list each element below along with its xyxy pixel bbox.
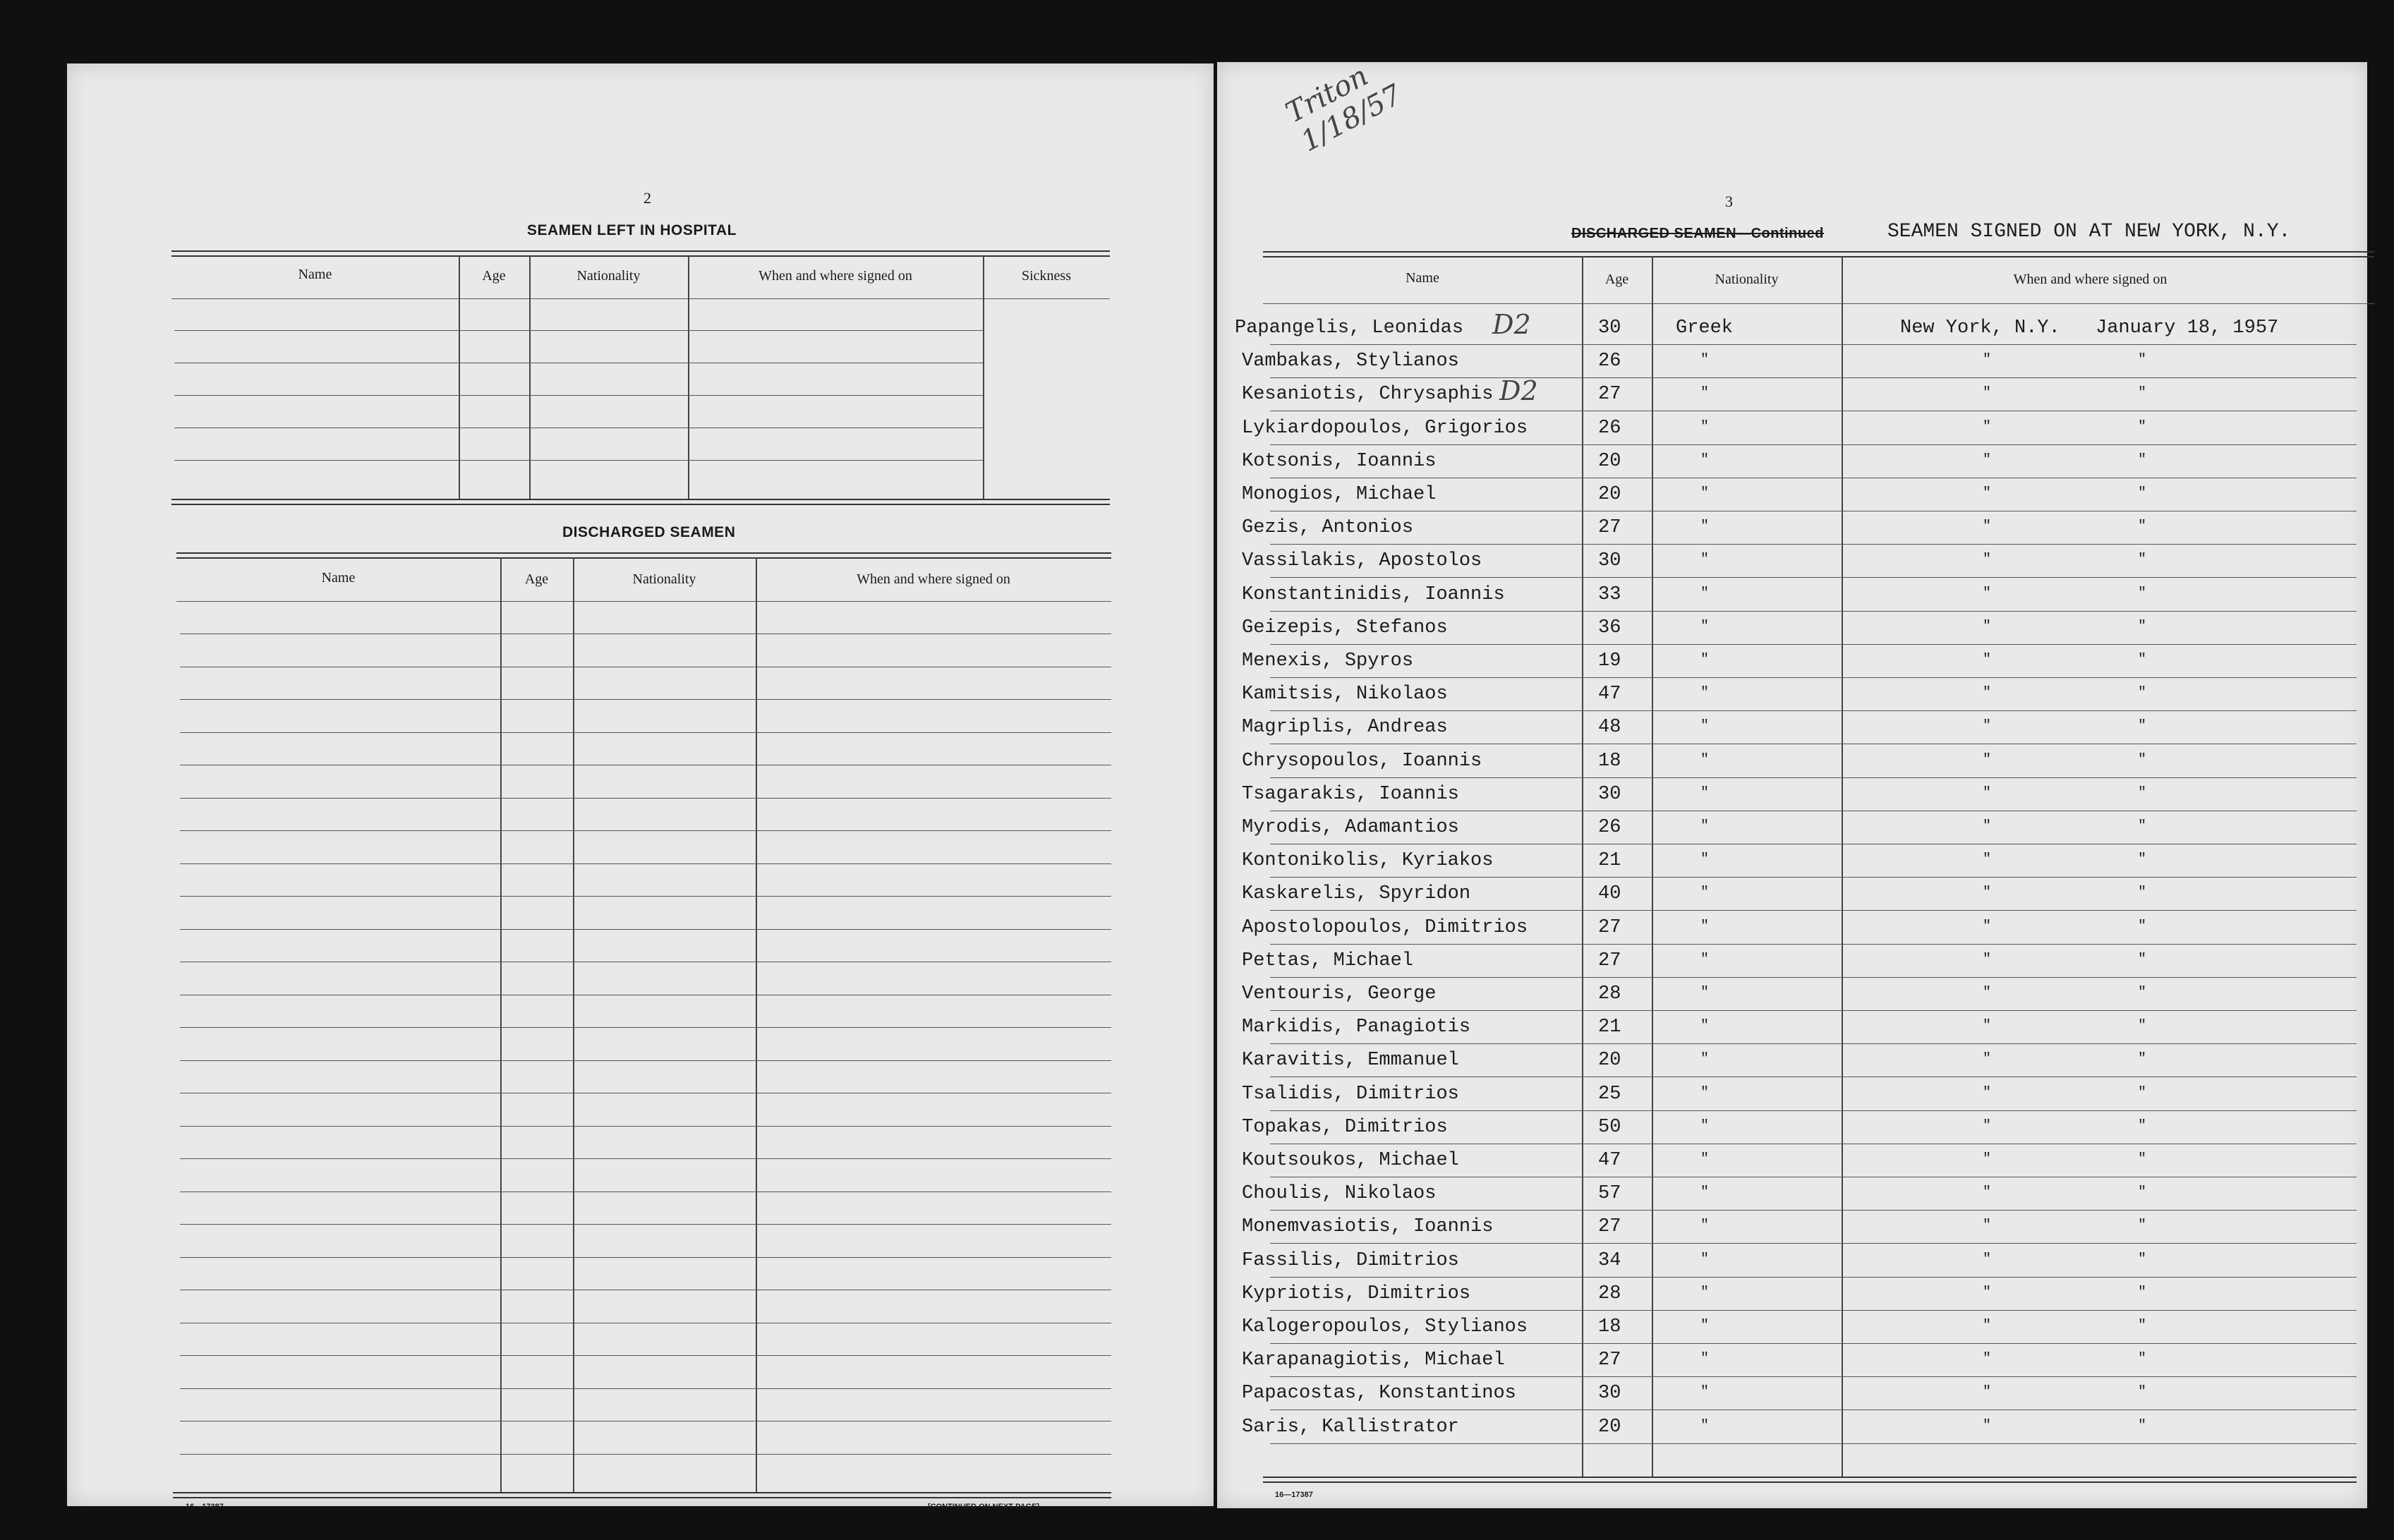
seaman-name: Topakas, Dimitrios bbox=[1242, 1116, 1448, 1138]
ditto-date: " bbox=[2138, 1018, 2147, 1035]
row-rule bbox=[1270, 377, 2357, 378]
blank-row-line bbox=[180, 896, 1111, 897]
seaman-age: 20 bbox=[1598, 1050, 1621, 1072]
seaman-name: Monemvasiotis, Ioannis bbox=[1242, 1216, 1494, 1238]
seaman-name: Choulis, Nikolaos bbox=[1242, 1183, 1437, 1205]
seaman-name: Karapanagiotis, Michael bbox=[1242, 1350, 1505, 1371]
seaman-age: 28 bbox=[1598, 983, 1621, 1005]
ditto-date: " bbox=[2138, 552, 2147, 569]
ditto-place: " bbox=[1983, 1417, 1992, 1434]
ditto-date: " bbox=[2138, 1284, 2147, 1301]
ditto-date: " bbox=[2138, 985, 2147, 1001]
seaman-age: 20 bbox=[1598, 1416, 1621, 1438]
seaman-name: Geizepis, Stefanos bbox=[1242, 617, 1448, 638]
first-row-place: New York, N.Y. bbox=[1900, 317, 2060, 339]
seaman-age: 21 bbox=[1598, 850, 1621, 872]
first-row-date: January 18, 1957 bbox=[2096, 317, 2279, 339]
seaman-age: 26 bbox=[1598, 351, 1621, 372]
handwritten-mark: D2 bbox=[1499, 375, 1538, 407]
seaman-age: 20 bbox=[1598, 450, 1621, 472]
seaman-age: 27 bbox=[1598, 1350, 1621, 1371]
ditto-date: " bbox=[2138, 451, 2147, 468]
blank-row-line bbox=[180, 1257, 1111, 1258]
ditto-nationality: " bbox=[1700, 485, 1710, 502]
ditto-place: " bbox=[1983, 1084, 1992, 1101]
ditto-nationality: " bbox=[1700, 618, 1710, 635]
seaman-name: Karavitis, Emmanuel bbox=[1242, 1050, 1459, 1072]
seaman-age: 21 bbox=[1598, 1017, 1621, 1038]
ditto-place: " bbox=[1983, 1051, 1992, 1068]
seaman-age: 27 bbox=[1598, 1216, 1621, 1238]
ditto-place: " bbox=[1983, 1284, 1992, 1301]
section-heading: SEAMEN SIGNED ON AT NEW YORK, N.Y. bbox=[1887, 221, 2291, 243]
blank-row-line bbox=[180, 1388, 1111, 1389]
row-rule bbox=[1270, 611, 2357, 612]
seaman-age: 19 bbox=[1598, 650, 1621, 672]
ditto-date: " bbox=[2138, 918, 2147, 935]
handwritten-mark: D2 bbox=[1492, 309, 1531, 340]
ditto-place: " bbox=[1983, 1251, 1992, 1268]
ditto-nationality: " bbox=[1700, 418, 1710, 435]
ditto-date: " bbox=[2138, 1218, 2147, 1235]
ditto-nationality: " bbox=[1700, 1417, 1710, 1434]
blank-row-line bbox=[180, 732, 1111, 733]
hospital-header-age: Age bbox=[482, 268, 506, 284]
ditto-nationality: " bbox=[1700, 519, 1710, 535]
header-name: Name bbox=[1405, 270, 1439, 286]
row-rule bbox=[1270, 710, 2357, 711]
row-rule bbox=[1270, 1243, 2357, 1244]
ditto-date: " bbox=[2138, 951, 2147, 968]
ditto-nationality: " bbox=[1700, 1117, 1710, 1134]
blank-row-line bbox=[180, 633, 1111, 634]
ditto-date: " bbox=[2138, 352, 2147, 369]
seaman-age: 30 bbox=[1598, 1383, 1621, 1405]
page-number: 2 bbox=[643, 189, 651, 207]
hospital-section-title: SEAMEN LEFT IN HOSPITAL bbox=[527, 222, 737, 238]
ditto-nationality: " bbox=[1700, 1084, 1710, 1101]
ditto-nationality: " bbox=[1700, 1184, 1710, 1201]
seaman-name: Kotsonis, Ioannis bbox=[1242, 450, 1437, 472]
ditto-place: " bbox=[1983, 585, 1992, 602]
blank-row-line bbox=[180, 830, 1111, 831]
struck-heading: DISCHARGED SEAMEN—Continued bbox=[1571, 226, 1824, 241]
seaman-name: Pettas, Michael bbox=[1242, 950, 1414, 971]
seaman-age: 30 bbox=[1598, 550, 1621, 572]
seaman-age: 25 bbox=[1598, 1083, 1621, 1105]
ditto-nationality: " bbox=[1700, 818, 1710, 835]
ditto-place: " bbox=[1983, 519, 1992, 535]
ditto-nationality: " bbox=[1700, 385, 1710, 402]
ditto-nationality: " bbox=[1700, 451, 1710, 468]
ditto-place: " bbox=[1983, 618, 1992, 635]
ditto-date: " bbox=[2138, 485, 2147, 502]
ditto-nationality: " bbox=[1700, 851, 1710, 868]
seaman-age: 26 bbox=[1598, 417, 1621, 439]
ditto-nationality: " bbox=[1700, 951, 1710, 968]
ditto-nationality: " bbox=[1700, 1384, 1710, 1401]
row-rule bbox=[1270, 1010, 2357, 1011]
ditto-place: " bbox=[1983, 951, 1992, 968]
hospital-header-sickness: Sickness bbox=[1022, 268, 1071, 284]
seaman-age: 40 bbox=[1598, 883, 1621, 905]
row-rule bbox=[1270, 1409, 2357, 1410]
ditto-nationality: " bbox=[1700, 918, 1710, 935]
ditto-date: " bbox=[2138, 519, 2147, 535]
seaman-age: 27 bbox=[1598, 950, 1621, 971]
handwritten-note: Triton 1/18/57 bbox=[1281, 59, 1408, 159]
ditto-place: " bbox=[1983, 685, 1992, 702]
ditto-date: " bbox=[2138, 1417, 2147, 1434]
seaman-name: Kalogeropoulos, Stylianos bbox=[1242, 1316, 1528, 1338]
ditto-date: " bbox=[2138, 1351, 2147, 1368]
ditto-date: " bbox=[2138, 685, 2147, 702]
ditto-date: " bbox=[2138, 1051, 2147, 1068]
ditto-nationality: " bbox=[1700, 784, 1710, 801]
ditto-date: " bbox=[2138, 784, 2147, 801]
seaman-age: 27 bbox=[1598, 517, 1621, 539]
seaman-name: Tsalidis, Dimitrios bbox=[1242, 1083, 1459, 1105]
page-number: 3 bbox=[1725, 193, 1733, 210]
seaman-age: 33 bbox=[1598, 583, 1621, 605]
seaman-name: Konstantinidis, Ioannis bbox=[1242, 583, 1505, 605]
blank-row-line bbox=[180, 699, 1111, 700]
seaman-name: Apostolopoulos, Dimitrios bbox=[1242, 916, 1528, 938]
ditto-nationality: " bbox=[1700, 1351, 1710, 1368]
ditto-place: " bbox=[1983, 918, 1992, 935]
ditto-date: " bbox=[2138, 1117, 2147, 1134]
seaman-name: Koutsoukos, Michael bbox=[1242, 1150, 1459, 1171]
blank-row-line bbox=[180, 1060, 1111, 1061]
seaman-name: Kaskarelis, Spyridon bbox=[1242, 883, 1471, 905]
ditto-place: " bbox=[1983, 1384, 1992, 1401]
ditto-place: " bbox=[1983, 485, 1992, 502]
ditto-date: " bbox=[2138, 585, 2147, 602]
ditto-date: " bbox=[2138, 818, 2147, 835]
form-number: 16—17387 bbox=[186, 1503, 224, 1511]
ditto-place: " bbox=[1983, 1151, 1992, 1168]
ditto-place: " bbox=[1983, 1218, 1992, 1235]
seaman-name: Kesaniotis, Chrysaphis bbox=[1242, 384, 1494, 406]
ditto-nationality: " bbox=[1700, 1318, 1710, 1334]
seaman-name: Chrysopoulos, Ioannis bbox=[1242, 750, 1482, 772]
seaman-age: 34 bbox=[1598, 1249, 1621, 1271]
seaman-name: Saris, Kallistrator bbox=[1242, 1416, 1459, 1438]
seaman-name: Gezis, Antonios bbox=[1242, 517, 1414, 539]
ditto-date: " bbox=[2138, 1151, 2147, 1168]
blank-row-line bbox=[180, 1454, 1111, 1455]
seaman-name: Ventouris, George bbox=[1242, 983, 1437, 1005]
seaman-nationality: Greek bbox=[1676, 317, 1734, 339]
blank-row-line bbox=[180, 1355, 1111, 1356]
seaman-name: Vambakas, Stylianos bbox=[1242, 351, 1459, 372]
seaman-age: 30 bbox=[1598, 783, 1621, 805]
blank-row-line bbox=[180, 1027, 1111, 1028]
header-signed-on: When and where signed on bbox=[2013, 272, 2168, 287]
seaman-age: 57 bbox=[1598, 1183, 1621, 1205]
row-rule bbox=[1270, 1343, 2357, 1344]
seaman-name: Kypriotis, Dimitrios bbox=[1242, 1283, 1471, 1304]
ditto-date: " bbox=[2138, 652, 2147, 668]
seaman-name: Vassilakis, Apostolos bbox=[1242, 550, 1482, 572]
ditto-place: " bbox=[1983, 985, 1992, 1001]
row-rule bbox=[1270, 1376, 2357, 1377]
row-rule bbox=[1270, 1043, 2357, 1044]
seaman-age: 18 bbox=[1598, 750, 1621, 772]
ditto-place: " bbox=[1983, 1318, 1992, 1334]
discharged-header-name: Name bbox=[321, 570, 356, 586]
seaman-name: Lykiardopoulos, Grigorios bbox=[1242, 417, 1528, 439]
ditto-place: " bbox=[1983, 751, 1992, 768]
ditto-nationality: " bbox=[1700, 352, 1710, 369]
seaman-age: 48 bbox=[1598, 717, 1621, 739]
ditto-place: " bbox=[1983, 385, 1992, 402]
seaman-name: Fassilis, Dimitrios bbox=[1242, 1249, 1459, 1271]
hospital-header-nationality: Nationality bbox=[576, 268, 641, 284]
blank-row-line bbox=[180, 1126, 1111, 1127]
row-rule bbox=[1270, 444, 2357, 445]
ditto-date: " bbox=[2138, 618, 2147, 635]
blank-row-line bbox=[180, 1224, 1111, 1225]
ditto-date: " bbox=[2138, 1184, 2147, 1201]
seaman-name: Magriplis, Andreas bbox=[1242, 717, 1448, 739]
row-rule bbox=[1270, 677, 2357, 678]
ditto-place: " bbox=[1983, 818, 1992, 835]
seaman-name: Papacostas, Konstantinos bbox=[1242, 1383, 1516, 1405]
seaman-age: 47 bbox=[1598, 1150, 1621, 1171]
ditto-place: " bbox=[1983, 718, 1992, 735]
ditto-nationality: " bbox=[1700, 1218, 1710, 1235]
ditto-place: " bbox=[1983, 418, 1992, 435]
ditto-nationality: " bbox=[1700, 985, 1710, 1001]
discharged-header-signed-on: When and where signed on bbox=[857, 571, 1010, 587]
seaman-age: 30 bbox=[1598, 317, 1621, 339]
ditto-nationality: " bbox=[1700, 1151, 1710, 1168]
ditto-date: " bbox=[2138, 1318, 2147, 1334]
ditto-date: " bbox=[2138, 1384, 2147, 1401]
row-rule bbox=[1270, 1310, 2357, 1311]
row-rule bbox=[1270, 1110, 2357, 1111]
seaman-name: Monogios, Michael bbox=[1242, 484, 1437, 505]
hospital-header-name: Name bbox=[298, 267, 332, 282]
ditto-nationality: " bbox=[1700, 652, 1710, 668]
header-age: Age bbox=[1604, 272, 1629, 287]
form-number: 16—17387 bbox=[1275, 1491, 1313, 1499]
seaman-name: Markidis, Panagiotis bbox=[1242, 1017, 1471, 1038]
seaman-age: 18 bbox=[1598, 1316, 1621, 1338]
ditto-place: " bbox=[1983, 552, 1992, 569]
row-rule bbox=[1270, 1277, 2357, 1278]
ditto-nationality: " bbox=[1700, 718, 1710, 735]
ditto-nationality: " bbox=[1700, 1051, 1710, 1068]
seaman-name: Tsagarakis, Ioannis bbox=[1242, 783, 1459, 805]
row-rule bbox=[1270, 644, 2357, 645]
ditto-date: " bbox=[2138, 885, 2147, 902]
seaman-name: Kontonikolis, Kyriakos bbox=[1242, 850, 1494, 872]
row-rule bbox=[1270, 777, 2357, 778]
seaman-age: 26 bbox=[1598, 817, 1621, 838]
hospital-header-signed-on: When and where signed on bbox=[758, 268, 912, 284]
seaman-name: Menexis, Spyros bbox=[1242, 650, 1414, 672]
row-rule bbox=[1270, 577, 2357, 578]
ditto-nationality: " bbox=[1700, 685, 1710, 702]
left-page bbox=[67, 63, 1214, 1511]
ditto-place: " bbox=[1983, 652, 1992, 668]
ditto-date: " bbox=[2138, 418, 2147, 435]
ditto-place: " bbox=[1983, 885, 1992, 902]
ditto-nationality: " bbox=[1700, 751, 1710, 768]
blank-row-line bbox=[180, 798, 1111, 799]
blank-row-line bbox=[180, 863, 1111, 864]
ditto-nationality: " bbox=[1700, 885, 1710, 902]
row-rule bbox=[1270, 544, 2357, 545]
seaman-age: 28 bbox=[1598, 1283, 1621, 1304]
seaman-age: 27 bbox=[1598, 384, 1621, 406]
ditto-date: " bbox=[2138, 1084, 2147, 1101]
header-nationality: Nationality bbox=[1715, 272, 1779, 287]
ditto-date: " bbox=[2138, 1251, 2147, 1268]
row-rule bbox=[1270, 977, 2357, 978]
ditto-date: " bbox=[2138, 718, 2147, 735]
continued-note: [CONTINUED ON NEXT PAGE] bbox=[928, 1503, 1040, 1511]
right-page bbox=[1217, 59, 2367, 1508]
seaman-name: Kamitsis, Nikolaos bbox=[1242, 684, 1448, 705]
ditto-date: " bbox=[2138, 751, 2147, 768]
discharged-header-age: Age bbox=[524, 571, 549, 587]
discharged-header-nationality: Nationality bbox=[632, 571, 696, 587]
ditto-nationality: " bbox=[1700, 585, 1710, 602]
ditto-nationality: " bbox=[1700, 1251, 1710, 1268]
row-rule bbox=[1270, 944, 2357, 945]
ditto-place: " bbox=[1983, 1184, 1992, 1201]
blank-row-line bbox=[180, 1158, 1111, 1159]
ditto-place: " bbox=[1983, 451, 1992, 468]
ditto-nationality: " bbox=[1700, 1284, 1710, 1301]
seaman-name: Myrodis, Adamantios bbox=[1242, 817, 1459, 838]
row-rule bbox=[1270, 877, 2357, 878]
seaman-age: 20 bbox=[1598, 484, 1621, 505]
ditto-place: " bbox=[1983, 1117, 1992, 1134]
blank-row-line bbox=[180, 929, 1111, 930]
ditto-place: " bbox=[1983, 851, 1992, 868]
row-rule bbox=[1270, 910, 2357, 911]
seaman-age: 47 bbox=[1598, 684, 1621, 705]
seaman-name: Papangelis, Leonidas bbox=[1235, 317, 1464, 339]
ditto-place: " bbox=[1983, 352, 1992, 369]
ditto-date: " bbox=[2138, 385, 2147, 402]
discharged-section-title: DISCHARGED SEAMEN bbox=[562, 524, 736, 540]
ditto-place: " bbox=[1983, 784, 1992, 801]
seaman-age: 36 bbox=[1598, 617, 1621, 638]
row-rule bbox=[1270, 1210, 2357, 1211]
ditto-place: " bbox=[1983, 1018, 1992, 1035]
ditto-nationality: " bbox=[1700, 552, 1710, 569]
ditto-nationality: " bbox=[1700, 1018, 1710, 1035]
row-rule bbox=[1270, 344, 2357, 345]
ditto-place: " bbox=[1983, 1351, 1992, 1368]
seaman-age: 50 bbox=[1598, 1116, 1621, 1138]
seaman-age: 27 bbox=[1598, 916, 1621, 938]
row-rule bbox=[1270, 1443, 2357, 1444]
ditto-date: " bbox=[2138, 851, 2147, 868]
